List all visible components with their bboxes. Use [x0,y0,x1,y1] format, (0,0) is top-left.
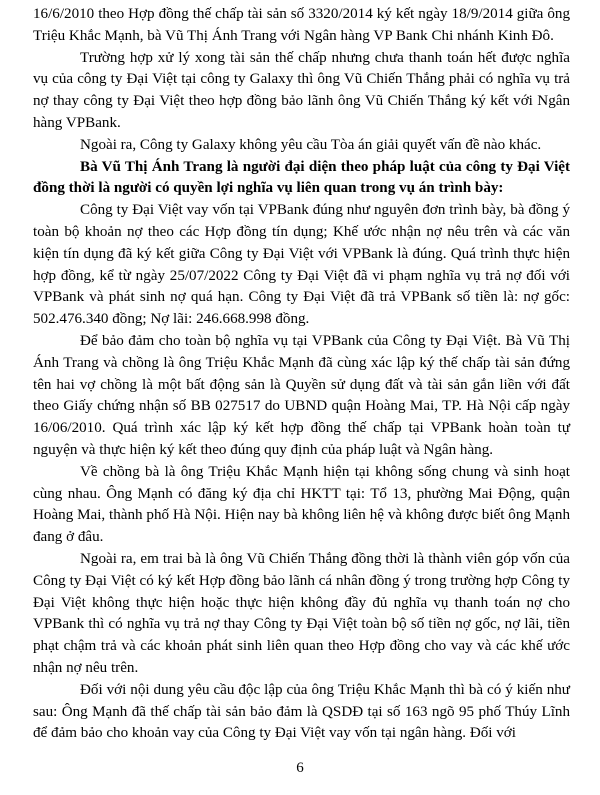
paragraph-continuation: 16/6/2010 theo Hợp đồng thế chấp tài sản số 3320/2014 ký kết ngày 18/9/2014 giữa ông Triệu Khắc Mạnh, bà Vũ Thị Ánh Trang với Ngân hàng VP Bank Chi nhánh Kinh Đô. [33,6,570,44]
section-heading-representative: Bà Vũ Thị Ánh Trang là người đại diện theo pháp luật của công ty Đại Việt đồng thời là người có quyền lợi nghĩa vụ liên quan trong vụ án trình bày: [33,158,570,197]
paragraph-collateral: Để bảo đảm cho toàn bộ nghĩa vụ tại VPBank của Công ty Đại Việt. Bà Vũ Thị Ánh Trang và chồng là ông Triệu Khắc Mạnh đã cùng xác lập ký thế chấp tài sản đứng tên hai vợ chồng là một bất động sản là Quyền sử dụng đất và tài sản gắn liền với đất theo Giấy chứng nhận số BB 027517 do UBND quận Hoàng Mai, TP. Hà Nội cấp ngày 16/06/2010. Quá trình xác lập ký kết hợp đồng thế chấp tại VPBank hoàn toàn tự nguyện và thực hiện ký kết theo đúng quy định của pháp luật và Ngân hàng. [33,332,570,458]
paragraph-loan-agreement: Công ty Đại Việt vay vốn tại VPBank đúng như nguyên đơn trình bày, bà đồng ý toàn bộ khoản nợ theo các Hợp đồng tín dụng; Khế ước nhận nợ nêu trên và các văn kiện tín dụng đã ký kết giữa Công ty Đại Việt với VPBank là đúng. Quá trình thực hiện hợp đồng, kể từ ngày 25/07/2022 Công ty Đại Việt đã vi phạm nghĩa vụ trả nợ đối với VPBank và phát sinh nợ quá hạn. Công ty Đại Việt đã trả VPBank số tiền là: nợ gốc: 502.476.340 đồng; Nợ lãi: 246.668.998 đồng. [33,202,570,328]
page-number: 6 [296,760,304,776]
paragraph-no-other-request: Ngoài ra, Công ty Galaxy không yêu cầu Tòa án giải quyết vấn đề nào khác. [80,136,542,153]
paragraph-husband: Về chồng bà là ông Triệu Khắc Mạnh hiện tại không sống chung và sinh hoạt cùng nhau. Ông Mạnh có đăng ký địa chỉ HKTT tại: Tổ 13, phường Mai Động, quận Hoàng Mai, thành phố Hà Nội. Hiện nay bà không liên hệ và không được biết ông Mạnh đang ở đâu. [33,463,570,546]
paragraph-unpaid-obligation: Trường hợp xử lý xong tài sản thế chấp nhưng chưa thanh toán hết được nghĩa vụ của công ty Đại Việt tại công ty Galaxy thì ông Vũ Chiến Thắng phải có nghĩa vụ trả nợ thay công ty Đại Việt theo hợp đồng bảo lãnh ông Vũ Chiến Thắng ký kết với Ngân hàng VPBank. [33,49,570,131]
paragraph-independent-request: Đối với nội dung yêu cầu độc lập của ông Triệu Khắc Mạnh thì bà có ý kiến như sau: Ông Mạnh đã thế chấp tài sản bảo đảm là QSDĐ tại số 163 ngõ 95 phố Thúy Lĩnh để đảm bảo cho khoản vay của Công ty Đại Việt vay vốn tại ngân hàng. Đối với [33,681,570,742]
paragraph-guarantee: Ngoài ra, em trai bà là ông Vũ Chiến Thắng đồng thời là thành viên góp vốn của Công ty Đại Việt có ký kết Hợp đồng bảo lãnh cá nhân đồng ý trong trường hợp Công ty Đại Việt không thực hiện hoặc thực hiện không đầy đủ nghĩa vụ thanh toán nợ cho VPBank thì có nghĩa vụ trả nợ thay Công ty Đại Việt toàn bộ số tiền nợ gốc, nợ lãi, tiền phạt chậm trả và các khoản phát sinh liên quan theo Hợp đồng cho vay và các khế ước nhận nợ nêu trên. [33,550,570,676]
